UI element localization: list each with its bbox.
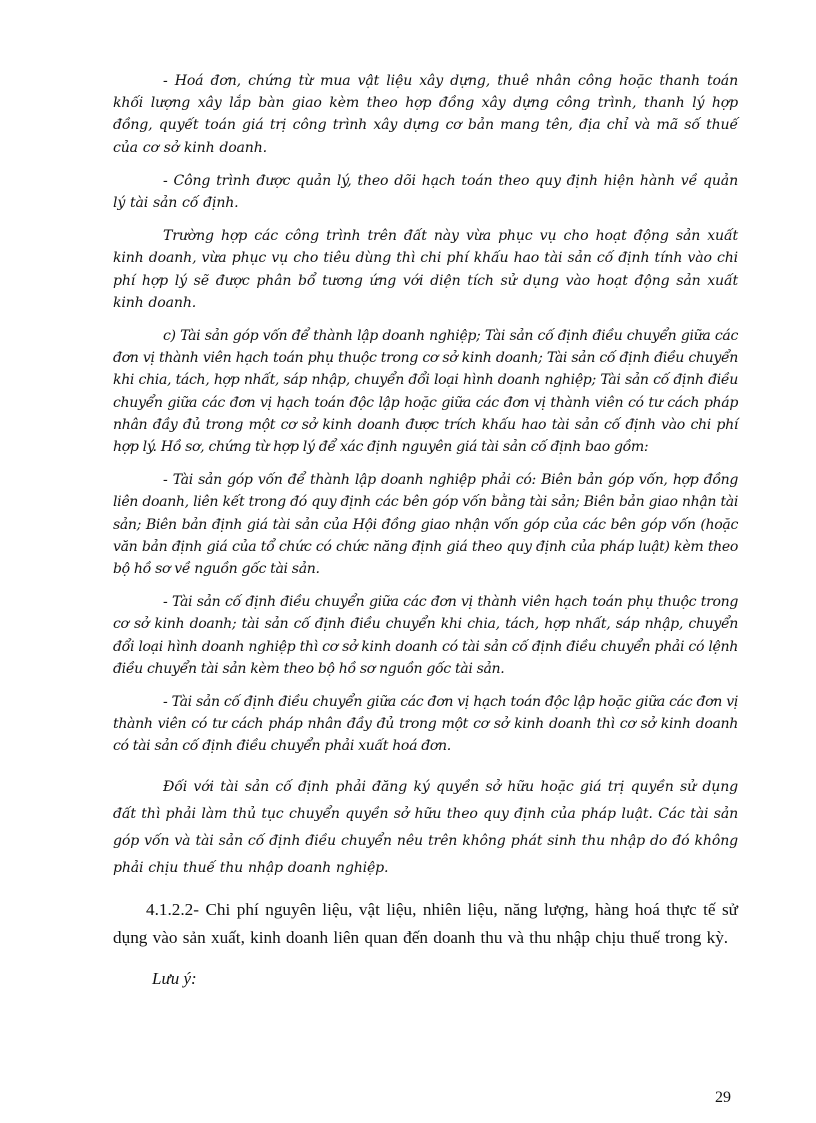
paragraph-ownership-registration: Đối với tài sản cố định phải đăng ký quyền sở hữu hoặc giá trị quyền sử dụng đất thì phải làm thủ tục chuyển quyền sở hữu theo quy định của pháp luật. Các tài sản góp vốn và tài sản cố định điều chuyển nêu trên không phát sinh thu nhập do đó không phải chịu thuế thu nhập doanh nghiệp. bbox=[113, 778, 738, 876]
section-heading-4-1-2-2: 4.1.2.2- Chi phí nguyên liệu, vật liệu, nhiên liệu, năng lượng, hàng hoá thực tế sử dụng vào sản xuất, kinh doanh liên quan đến doanh thu và thu nhập chịu thuế trong kỳ. bbox=[113, 899, 738, 947]
paragraph-capital-contribution: c) Tài sản góp vốn để thành lập doanh nghiệp; Tài sản cố định điều chuyển giữa các đơn vị thành viên hạch toán phụ thuộc trong cơ sở kinh doanh; Tài sản cố định điều chuyển khi chia, tách, hợp nhất, sáp nhập, chuyển đổi loại hình doanh nghiệp; Tài sản cố định điều chuyển giữa các đơn vị hạch toán độc lập hoặc giữa các đơn vị thành viên có tư cách pháp nhân đầy đủ trong một cơ sở kinh doanh được trích khấu hao tài sản cố định vào chi phí hợp lý. Hồ sơ, chứng từ hợp lý để xác định nguyên giá tài sản cố định bao gồm: bbox=[113, 328, 738, 456]
paragraph-invoices: - Hoá đơn, chứng từ mua vật liệu xây dựng, thuê nhân công hoặc thanh toán khối lượng xây lắp bàn giao kèm theo hợp đồng xây dựng công trình, thanh lý hợp đồng, quyết toán giá trị công trình xây dựng cơ bản mang tên, địa chỉ và mã số thuế của cơ sở kinh doanh. bbox=[113, 73, 738, 156]
paragraph-dual-use: Trường hợp các công trình trên đất này vừa phục vụ cho hoạt động sản xuất kinh doanh, vừa phục vụ cho tiêu dùng thì chi phí khấu hao tài sản cố định tính vào chi phí hợp lý sẽ được phân bổ tương ứng với diện tích sử dụng vào hoạt động sản xuất kinh doanh. bbox=[113, 228, 738, 311]
paragraph-independent-transfer: - Tài sản cố định điều chuyển giữa các đơn vị hạch toán độc lập hoặc giữa các đơn vị thành viên có tư cách pháp nhân đầy đủ trong một cơ sở kinh doanh thì cơ sở kinh doanh có tài sản cố định điều chuyển phải xuất hoá đơn. bbox=[113, 694, 738, 755]
paragraph-dependent-transfer: - Tài sản cố định điều chuyển giữa các đơn vị thành viên hạch toán phụ thuộc trong cơ sở kinh doanh; tài sản cố định điều chuyển khi chia, tách, hợp nhất, sáp nhập, chuyển đổi loại hình doanh nghiệp thì cơ sở kinh doanh có tài sản cố định điều chuyển phải có lệnh điều chuyển tài sản kèm theo bộ hồ sơ nguồn gốc tài sản. bbox=[113, 594, 738, 677]
paragraph-asset-management: - Công trình được quản lý, theo dõi hạch toán theo quy định hiện hành về quản lý tài sản cố định. bbox=[113, 172, 738, 212]
note-label: Lưu ý: bbox=[152, 968, 197, 988]
page-number: 29 bbox=[715, 1089, 731, 1106]
paragraph-contributed-assets: - Tài sản góp vốn để thành lập doanh nghiệp phải có: Biên bản góp vốn, hợp đồng liên doanh, liên kết trong đó quy định các bên góp vốn bằng tài sản; Biên bản giao nhận tài sản; Biên bản định giá tài sản của Hội đồng giao nhận vốn góp của các bên góp vốn (hoặc văn bản định giá của tổ chức có chức năng định giá theo quy định của pháp luật) kèm theo bộ hồ sơ về nguồn gốc tài sản. bbox=[113, 472, 738, 578]
document-body bbox=[113, 70, 738, 992]
